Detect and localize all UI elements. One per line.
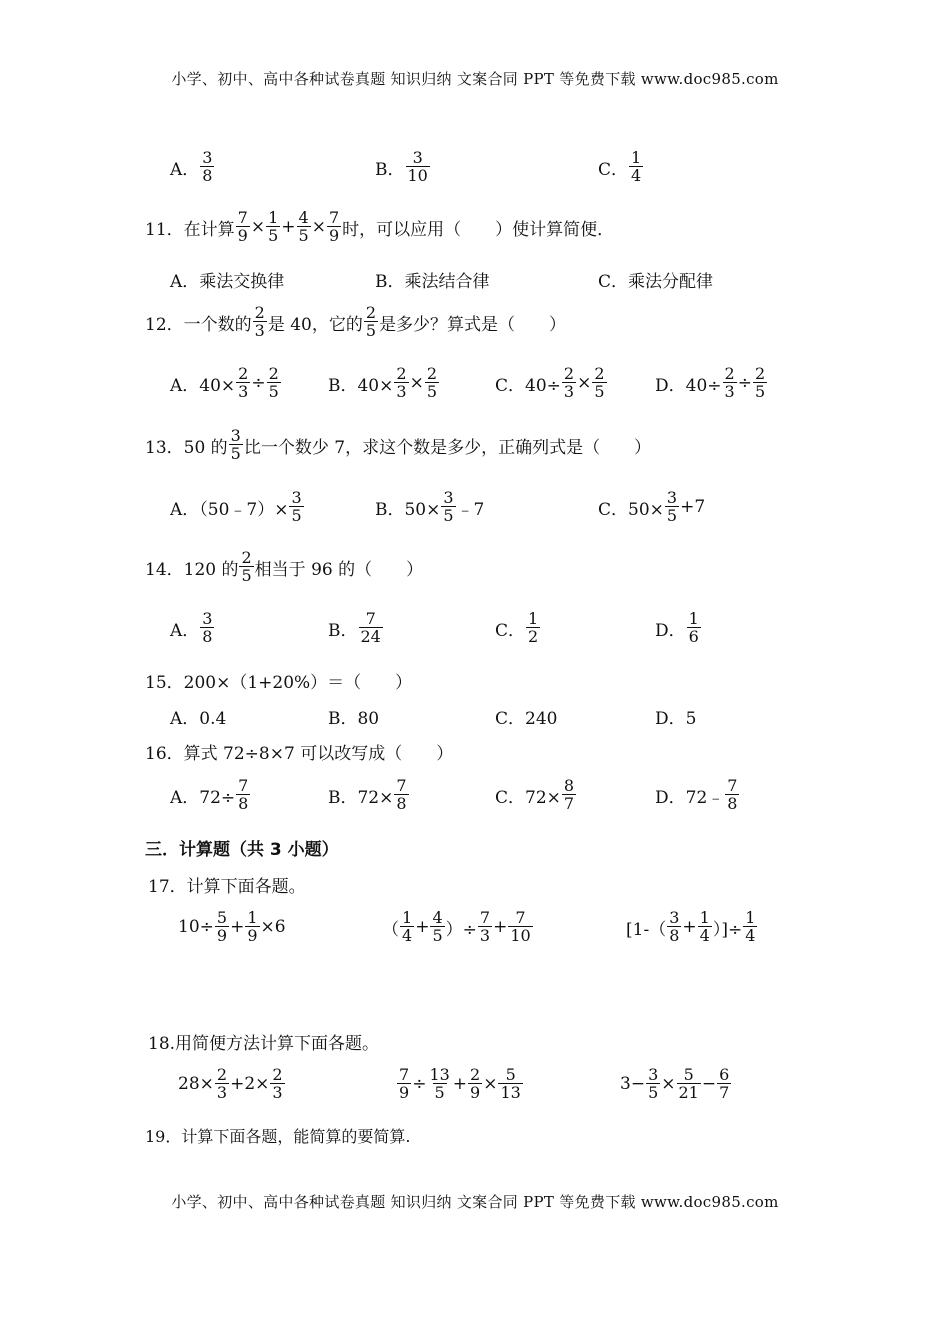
q11-option-b[interactable]: B．乘法结合律 <box>375 272 490 292</box>
q11-stem: 11．在计算 $\frac{7}{9}$ × $\frac{1}{5}$ + $\frac{4}{5}$ × $\frac{7}{9}$ 时，可以应用（ ）使计算简便． <box>145 208 615 245</box>
q18-expression-2: $\frac{7}{9}$ ÷ $\frac{13}{5}$ + $\frac{2}{9}$ × $\frac{5}{13}$ <box>399 1065 521 1102</box>
option-label: C． <box>598 159 629 180</box>
q16-option-c[interactable]: C．72× $\frac{8}{7}$ <box>495 776 575 813</box>
fraction: $\frac{3}{5}$ <box>291 488 302 525</box>
q17-stem: 17．计算下面各题。 <box>148 877 306 897</box>
q15-option-a[interactable]: A．0.4 <box>170 709 227 729</box>
page-footer: 小学、初中、高中各种试卷真题 知识归纳 文案合同 PPT 等免费下载 www.doc985.com <box>171 1193 779 1211</box>
fraction: $\frac{2}{3}$ <box>254 303 265 340</box>
q14-stem: 14．120 的 $\frac{2}{5}$ 相当于 96 的（ ） <box>145 548 424 585</box>
fraction: $\frac{3}{5}$ <box>443 488 454 525</box>
fraction: $\frac{2}{5}$ <box>241 548 252 585</box>
option-label: A． <box>170 159 200 180</box>
fraction: $\frac{2}{5}$ <box>365 303 377 340</box>
q14-option-a[interactable]: A． $\frac{3}{8}$ <box>170 609 213 646</box>
fraction: $\frac{2}{3}$ <box>724 364 735 401</box>
q15-stem: 15．200×（1+20%）＝（ ） <box>145 673 413 693</box>
q17-expression-3: [1-（ $\frac{3}{8}$ + $\frac{1}{4}$ ）]÷ $\frac{1}{4}$ <box>626 908 756 945</box>
q13-option-b[interactable]: B．50× $\frac{3}{5}$ ﹣7 <box>375 488 485 525</box>
fraction: $\frac{5}{13}$ <box>500 1065 521 1102</box>
fraction: $\frac{7}{9}$ <box>237 208 248 245</box>
q17-expression-1: 10÷ $\frac{5}{9}$ + $\frac{1}{9}$ ×6 <box>178 908 286 945</box>
q13-stem: 13．50 的 $\frac{3}{5}$ 比一个数少 7，求这个数是多少，正确列式是（ ） <box>145 426 652 463</box>
q12-option-b[interactable]: B．40× $\frac{2}{3}$ × $\frac{2}{5}$ <box>328 364 437 401</box>
fraction: $\frac{2}{5}$ <box>754 364 766 401</box>
fraction: $\frac{3}{8}$ <box>202 609 213 646</box>
q19-stem: 19．计算下面各题，能简算的要简算. <box>145 1127 411 1146</box>
fraction: $\frac{2}{3}$ <box>396 364 407 401</box>
fraction: $\frac{2}{5}$ <box>594 364 605 401</box>
option-label: B． <box>375 159 405 180</box>
q15-option-d[interactable]: D．5 <box>655 709 697 729</box>
fraction: $\frac{4}{5}$ <box>432 908 443 945</box>
fraction: $\frac{3}{5}$ <box>230 426 241 463</box>
fraction: $\frac{5}{21}$ <box>678 1065 699 1102</box>
q10-option-c[interactable] <box>598 142 644 192</box>
q12-option-c[interactable]: C．40÷ $\frac{2}{3}$ × $\frac{2}{5}$ <box>495 364 605 401</box>
page-header: 小学、初中、高中各种试卷真题 知识归纳 文案合同 PPT 等免费下载 www.doc985.com <box>171 70 779 88</box>
q15-option-c[interactable]: C．240 <box>495 709 558 729</box>
fraction: $\frac{1}{2}$ <box>528 609 539 646</box>
fraction: $\frac{8}{7}$ <box>563 776 575 813</box>
q10-option-b[interactable] <box>375 142 431 192</box>
q15-option-b[interactable]: B．80 <box>328 709 380 729</box>
fraction: $\frac{1}{9}$ <box>247 908 258 945</box>
fraction: $\frac{2}{5}$ <box>426 364 437 401</box>
fraction: $\frac{2}{3}$ <box>563 364 575 401</box>
fraction: $\frac{1}{6}$ <box>688 609 699 646</box>
section-heading: 三．计算题（共 3 小题） <box>145 840 339 860</box>
q18-expression-1: 28× $\frac{2}{3}$ +2× $\frac{2}{3}$ <box>178 1065 283 1102</box>
q16-stem: 16．算式 72÷8×7 可以改写成（ ） <box>145 744 454 764</box>
q16-option-a[interactable]: A．72÷ $\frac{7}{8}$ <box>170 776 249 813</box>
fraction: $\frac{2}{3}$ <box>216 1065 228 1102</box>
q12-stem: 12．一个数的 $\frac{2}{3}$ 是 40，它的 $\frac{2}{5}$ 是多少？算式是（ ） <box>145 303 567 340</box>
fraction: $\frac{1}{4}$ <box>699 908 710 945</box>
fraction: $\frac{1}{5}$ <box>268 208 279 245</box>
fraction: $\frac{7}{8}$ <box>396 776 407 813</box>
q18-stem: 18.用简便方法计算下面各题。 <box>148 1034 380 1054</box>
q11-option-a[interactable]: A．乘法交换律 <box>170 272 285 292</box>
fraction: $\frac{13}{5}$ <box>429 1065 450 1102</box>
fraction: $\frac{4}{5}$ <box>298 208 309 245</box>
fraction: $\frac{3}{8}$ <box>202 148 213 185</box>
fraction: $\frac{7}{8}$ <box>727 776 738 813</box>
q18-expression-3: 3− $\frac{3}{5}$ × $\frac{5}{21}$ − $\frac{6}{7}$ <box>620 1065 730 1102</box>
q17-expression-2: （ $\frac{1}{4}$ + $\frac{4}{5}$ ）÷ $\frac{7}{3}$ + $\frac{7}{10}$ <box>382 908 531 945</box>
q14-option-b[interactable]: B． $\frac{7}{24}$ <box>328 609 381 646</box>
fraction: $\frac{7}{3}$ <box>479 908 491 945</box>
fraction: $\frac{3}{10}$ <box>407 148 428 185</box>
fraction: $\frac{2}{3}$ <box>272 1065 283 1102</box>
q13-option-a[interactable]: A．（50﹣7）× $\frac{3}{5}$ <box>170 488 302 525</box>
fraction: $\frac{7}{9}$ <box>399 1065 410 1102</box>
q16-option-b[interactable]: B．72× $\frac{7}{8}$ <box>328 776 407 813</box>
fraction: $\frac{7}{24}$ <box>360 609 381 646</box>
fraction: $\frac{3}{8}$ <box>669 908 680 945</box>
fraction: $\frac{3}{5}$ <box>666 488 678 525</box>
fraction: $\frac{1}{4}$ <box>631 148 642 185</box>
fraction: $\frac{7}{10}$ <box>510 908 531 945</box>
q12-option-d[interactable]: D．40÷ $\frac{2}{3}$ ÷ $\frac{2}{5}$ <box>655 364 766 401</box>
fraction: $\frac{3}{5}$ <box>648 1065 659 1102</box>
q12-option-a[interactable]: A．40× $\frac{2}{3}$ ÷ $\frac{2}{5}$ <box>170 364 279 401</box>
fraction: $\frac{6}{7}$ <box>719 1065 730 1102</box>
fraction: $\frac{5}{9}$ <box>216 908 228 945</box>
q10-option-a[interactable] <box>170 142 215 192</box>
fraction: $\frac{2}{5}$ <box>268 364 279 401</box>
fraction: $\frac{7}{8}$ <box>238 776 249 813</box>
q16-option-d[interactable]: D．72﹣ $\frac{7}{8}$ <box>655 776 738 813</box>
q11-option-c[interactable]: C．乘法分配律 <box>598 272 714 292</box>
q14-option-c[interactable]: C． $\frac{1}{2}$ <box>495 609 539 646</box>
fraction: $\frac{1}{4}$ <box>745 908 756 945</box>
fraction: $\frac{1}{4}$ <box>402 908 413 945</box>
fraction: $\frac{7}{9}$ <box>328 208 340 245</box>
q13-option-c[interactable]: C．50× $\frac{3}{5}$ +7 <box>598 488 706 525</box>
q14-option-d[interactable]: D． $\frac{1}{6}$ <box>655 609 699 646</box>
fraction: $\frac{2}{3}$ <box>238 364 249 401</box>
fraction: $\frac{2}{9}$ <box>470 1065 481 1102</box>
